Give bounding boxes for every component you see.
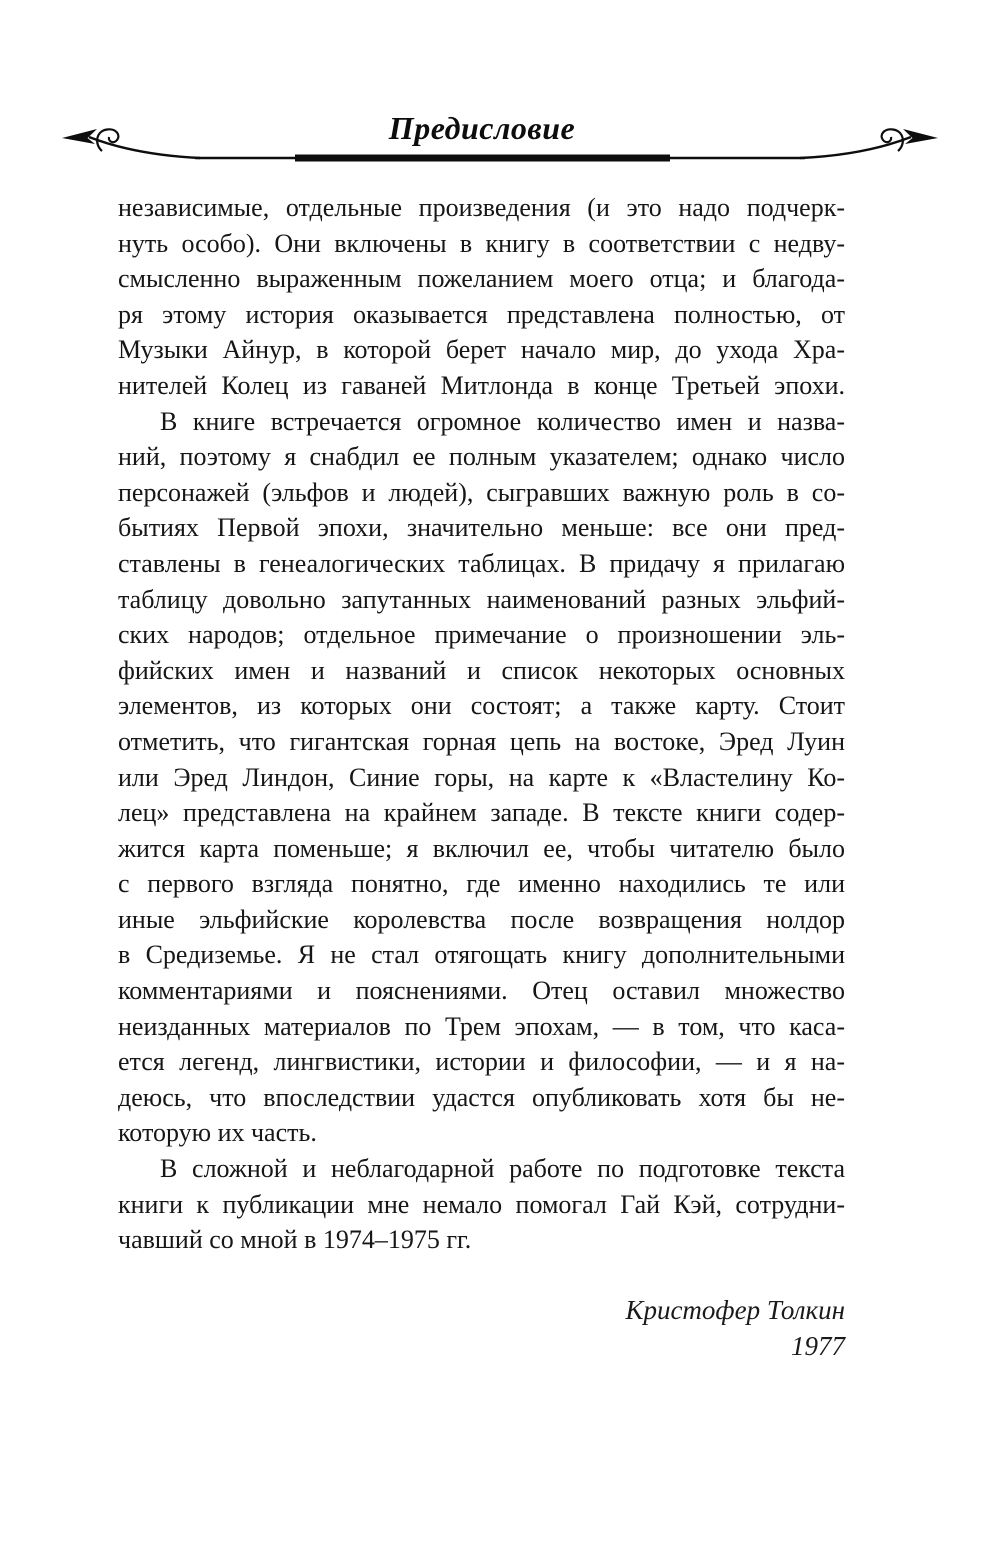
body-text bbox=[118, 190, 845, 1258]
text-line: ется легенд, лингвистики, истории и философии, — и я на- bbox=[118, 1047, 845, 1077]
text-line: фийских имен и названий и список некоторых основных bbox=[118, 655, 845, 685]
text-line: Музыки Айнур, в которой берет начало мир, до ухода Хра- bbox=[118, 335, 845, 365]
text-line: лец» представлена на крайнем западе. В тексте книги содер- bbox=[118, 798, 845, 828]
text-line: элементов, из которых они состоят; а также карту. Стоит bbox=[118, 691, 845, 721]
paragraph bbox=[118, 1151, 845, 1258]
paragraph bbox=[118, 404, 845, 1151]
signature-name: Кристофер Толкин bbox=[625, 1295, 845, 1325]
paragraph bbox=[118, 190, 845, 404]
text-line: с первого взгляда понятно, где именно находились те или bbox=[118, 869, 845, 899]
text-line: смысленно выраженным пожеланием моего отца; и благода- bbox=[118, 264, 845, 294]
text-line: ря этому история оказывается представлена полностью, от bbox=[118, 299, 845, 329]
header-flourish-icon bbox=[60, 120, 940, 170]
text-line: иные эльфийские королевства после возвращения нолдор bbox=[118, 904, 845, 934]
text-line: которую их часть. bbox=[118, 1118, 317, 1148]
text-line: в Средиземье. Я не стал отягощать книгу дополнительными bbox=[118, 940, 845, 970]
text-line: таблицу довольно запутанных наименований разных эльфий- bbox=[118, 584, 845, 614]
text-line: ний, поэтому я снабдил ее полным указателем; однако число bbox=[118, 442, 845, 472]
text-line: чавший со мной в 1974–1975 гг. bbox=[118, 1225, 472, 1255]
text-line: жится карта поменьше; я включил ее, чтобы читателю было bbox=[118, 833, 845, 863]
text-line: В книге встречается огромное количество имен и назва- bbox=[160, 406, 845, 436]
text-line: деюсь, что впоследствии удастся опубликовать хотя бы не- bbox=[118, 1082, 845, 1112]
text-line: независимые, отдельные произведения (и это надо подчерк- bbox=[118, 193, 845, 222]
signature-year: 1977 bbox=[791, 1331, 845, 1361]
text-line: ставлены в генеалогических таблицах. В придачу я прилагаю bbox=[118, 548, 845, 578]
text-line: или Эред Линдон, Синие горы, на карте к «Властелину Ко- bbox=[118, 762, 845, 792]
text-line: отметить, что гигантская горная цепь на востоке, Эред Луин bbox=[118, 726, 845, 756]
text-line: В сложной и неблагодарной работе по подготовке текста bbox=[160, 1154, 845, 1184]
text-line: ских народов; отдельное примечание о произношении эль- bbox=[118, 620, 845, 650]
signature-block bbox=[118, 1292, 845, 1364]
page-title: Предисловие bbox=[388, 110, 576, 146]
text-line: нуть особо). Они включены в книгу в соответствии с недву- bbox=[118, 228, 845, 258]
text-line: неизданных материалов по Трем эпохам, — в том, что каса- bbox=[118, 1011, 845, 1041]
text-line: комментариями и пояснениями. Отец оставил множество bbox=[118, 976, 845, 1006]
text-line: персонажей (эльфов и людей), сыгравших важную роль в со- bbox=[118, 477, 845, 507]
text-line: бытиях Первой эпохи, значительно меньше: все они пред- bbox=[118, 513, 845, 543]
text-line: нителей Колец из гаваней Митлонда в конце Третьей эпохи. bbox=[118, 370, 845, 400]
text-line: книги к публикации мне немало помогал Гай Кэй, сотрудни- bbox=[118, 1189, 845, 1219]
